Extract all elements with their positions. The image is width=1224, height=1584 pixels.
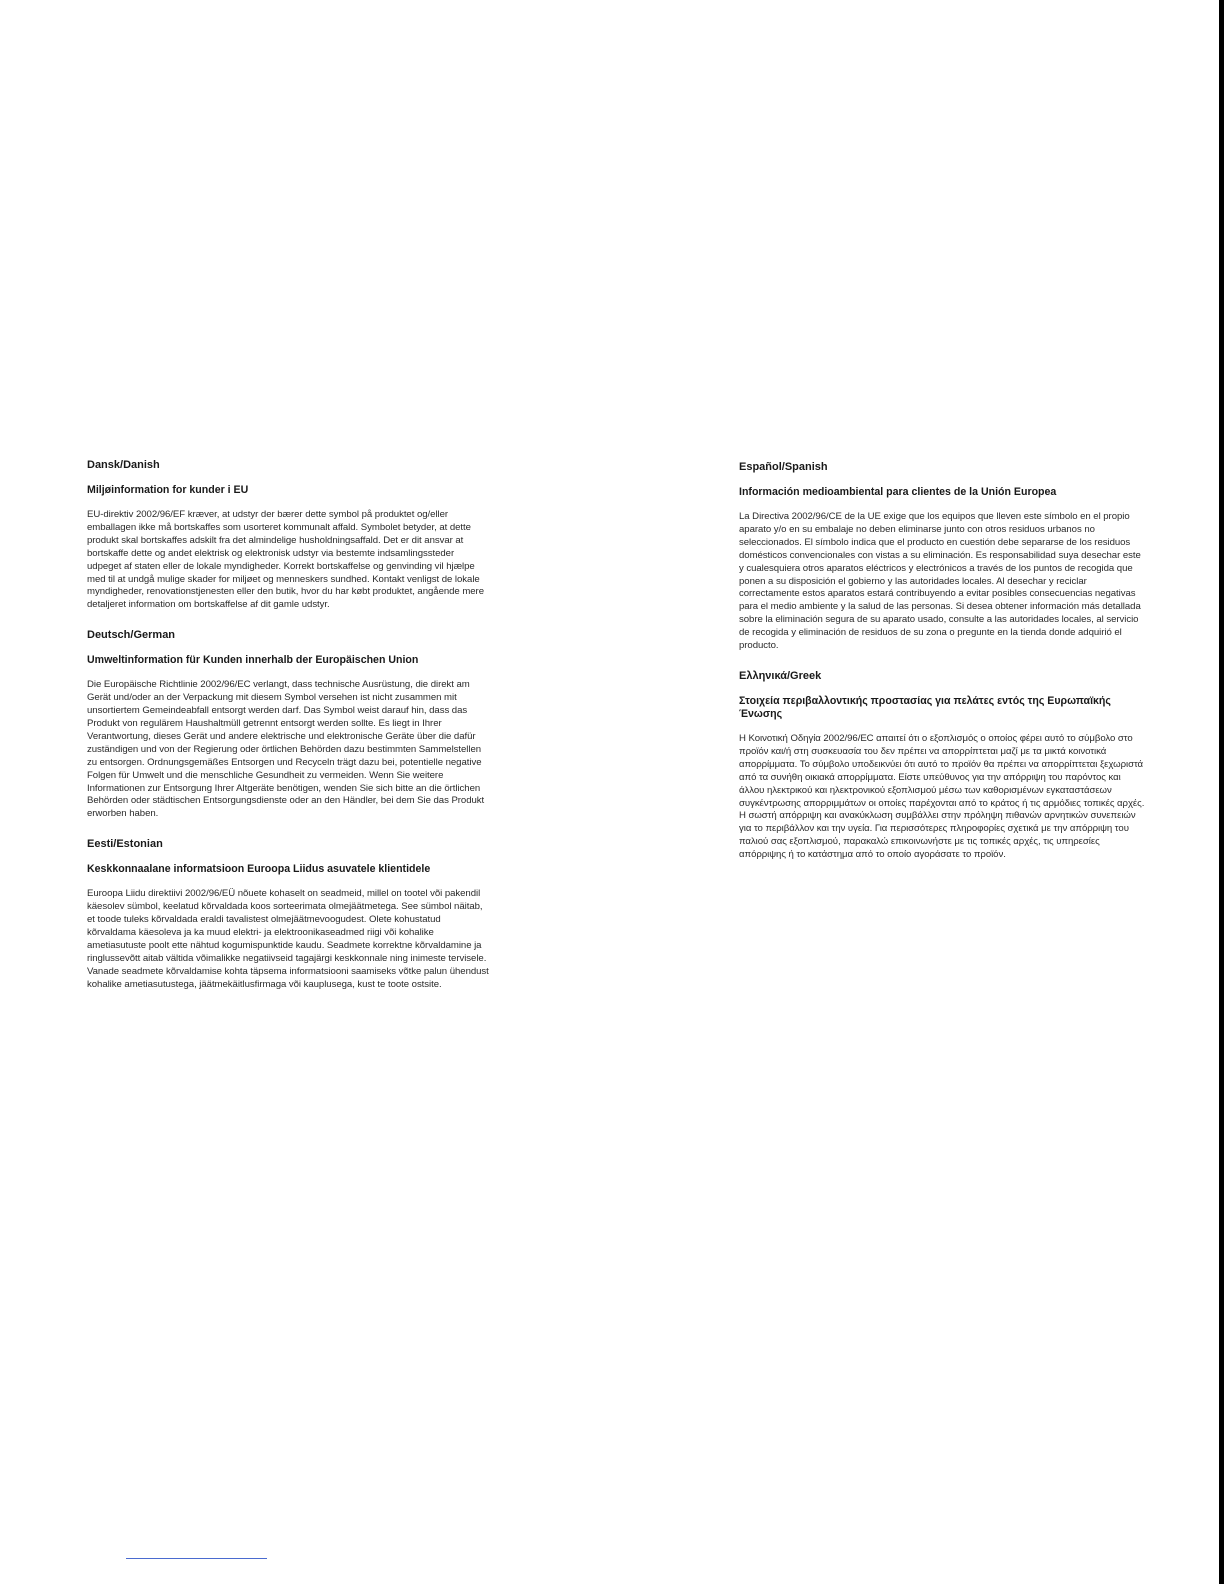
section-heading: Umweltinformation für Kunden innerhalb der Europäischen Union xyxy=(87,654,419,667)
language-title: Ελληνικά/Greek xyxy=(739,669,822,682)
section-german xyxy=(87,628,489,821)
language-title: Dansk/Danish xyxy=(87,459,160,471)
language-title: Deutsch/German xyxy=(87,629,176,642)
section-greek xyxy=(739,669,1145,862)
section-heading: Información medioambiental para clientes de la Unión Europea xyxy=(739,486,1057,498)
section-body: EU-direktiv 2002/96/EF kræver, at udstyr der bærer dette symbol på produktet og/eller emballagen ikke må bortskaffes som usorteret kommunalt affald. Symbolet betyder, at dette produkt skal bortskaffes adskilt fra det almindelige husholdningsaffald. Det er dit ansvar at bortskaffe dette og andet elektrisk og elektronisk udstyr via bestemte indsamlingssteder udpeget af staten eller de lokale myndigheder. Korrekt bortskaffelse og genvinding vil hjælpe med til at undgå mulige skader for miljøet og menneskers sundhed. Kontakt venligst de lokale myndigheder, renovationstjenesten eller den butik, hvor du har købt produktet, angående mere detaljeret information om bortskaffelse af dit gamle udstyr. xyxy=(87,509,484,611)
section-spanish xyxy=(739,460,1145,653)
section-danish xyxy=(87,458,489,612)
language-title: Eesti/Estonian xyxy=(87,838,163,851)
section-body: Euroopa Liidu direktiivi 2002/96/EÜ nõuete kohaselt on seadmeid, millel on tootel või pakendil käesolev sümbol, keelatud kõrvaldada koos sorteerimata olmejäätmetega. See sümbol näitab, et toode tuleks kõrvaldada eraldi tavalistest olmejäätmevoogudest. Olete kohustatud kõrvaldama käesoleva ja ka muud elektri- ja elektroonikaseadmed riigi või kohalike ametiasutuste poolt ette nähtud kogumispunktide kaudu. Seadmete korrektne kõrvaldamine ja ringlussevõtt aitab vältida võimalikke negatiivseid tagajärgi keskkonnale ning inimeste tervisele. Vanade seadmete kõrvaldamise kohta täpsema informatsiooni saamiseks võtke palun ühendust kohalike ametiasutustega, jäätmekäitlusfirmaga või kauplusega, kust te toote ostsite. xyxy=(87,888,489,990)
right-column xyxy=(739,460,1145,878)
language-title: Español/Spanish xyxy=(739,461,828,473)
section-body: Η Κοινοτική Οδηγία 2002/96/EC απαιτεί ότι ο εξοπλισμός ο οποίος φέρει αυτό το σύμβολο στο προϊόν και/ή στη συσκευασία του δεν πρέπει να απορρίπτεται μαζί με τα μικτά κοινοτικά απορρίμματα. Το σύμβολο υποδεικνύει ότι αυτό το προϊόν θα πρέπει να απορρίπτεται ξεχωριστά από τα συνήθη οικιακά απορρίμματα. Είστε υπεύθυνος για την απόρριψη του παρόντος και άλλου ηλεκτρικού και ηλεκτρονικού εξοπλισμού μέσω των καθορισμένων εγκαταστάσεων συγκέντρωσης απορριμμάτων οι οποίες παρέχονται από το κράτος ή τις αρμόδιες τοπικές αρχές. Η σωστή απόρριψη και ανακύκλωση συμβάλλει στην πρόληψη πιθανών αρνητικών συνεπειών για το περιβάλλον και την υγεία. Για περισσότερες πληροφορίες σχετικά με την απόρριψη του παλιού σας εξοπλισμού, παρακαλώ επικοινωνήστε με τις τοπικές αρχές, τις υπηρεσίες απόρριψης ή το κατάστημα από το οποίο αγοράσατε το προϊόν. xyxy=(739,732,1145,861)
section-body: La Directiva 2002/96/CE de la UE exige que los equipos que lleven este símbolo en el propio aparato y/o en su embalaje no deben eliminarse junto con otros residuos urbanos no seleccionados. El símbolo indica que el producto en cuestión debe separarse de los residuos domésticos convencionales con vistas a su eliminación. Es responsabilidad suya desechar este y cualesquiera otros aparatos eléctricos y electrónicos a través de los puntos de recogida que ponen a su disposición el gobierno y las autoridades locales. Al desechar y reciclar correctamente estos aparatos estará contribuyendo a evitar posibles consecuencias negativas para el medio ambiente y la salud de las personas. Si desea obtener información más detallada sobre la eliminación segura de su aparato usado, consulte a las autoridades locales, al servicio de recogida y eliminación de residuos de su zona o pregunte en la tienda donde adquirió el producto. xyxy=(739,511,1141,652)
section-body: Die Europäische Richtlinie 2002/96/EC verlangt, dass technische Ausrüstung, die direkt am Gerät und/oder an der Verpackung mit diesem Symbol versehen ist nicht zusammen mit unsortiertem Gemeindeabfall entsorgt werden darf. Das Symbol weist darauf hin, dass das Produkt von regulärem Haushaltmüll getrennt entsorgt werden sollte. Es liegt in Ihrer Verantwortung, dieses Gerät und andere elektrische und elektronische Geräte über die dafür zuständigen und von der Regierung oder örtlichen Behörden dazu bestimmten Sammelstellen zu entsorgen. Ordnungsgemäßes Entsorgen und Recyceln trägt dazu bei, potentielle negative Folgen für Umwelt und die menschliche Gesundheit zu vermeiden. Wenn Sie weitere Informationen zur Entsorgung Ihrer Altgeräte benötigen, wenden Sie sich bitte an die örtlichen Behörden oder städtischen Entsorgungsdienste oder an den Händler, bei dem Sie das Produkt erworben haben. xyxy=(87,679,485,820)
left-column xyxy=(87,458,489,1007)
page-edge-bar xyxy=(1219,0,1224,1584)
section-heading: Miljøinformation for kunder i EU xyxy=(87,484,249,496)
footnote-rule xyxy=(126,1558,267,1559)
section-heading: Στοιχεία περιβαλλοντικής προστασίας για πελάτες εντός της Ευρωπαϊκής Ένωσης xyxy=(739,694,1111,720)
section-heading: Keskkonnaalane informatsioon Euroopa Liidus asuvatele klientidele xyxy=(87,863,431,876)
section-estonian xyxy=(87,837,489,991)
